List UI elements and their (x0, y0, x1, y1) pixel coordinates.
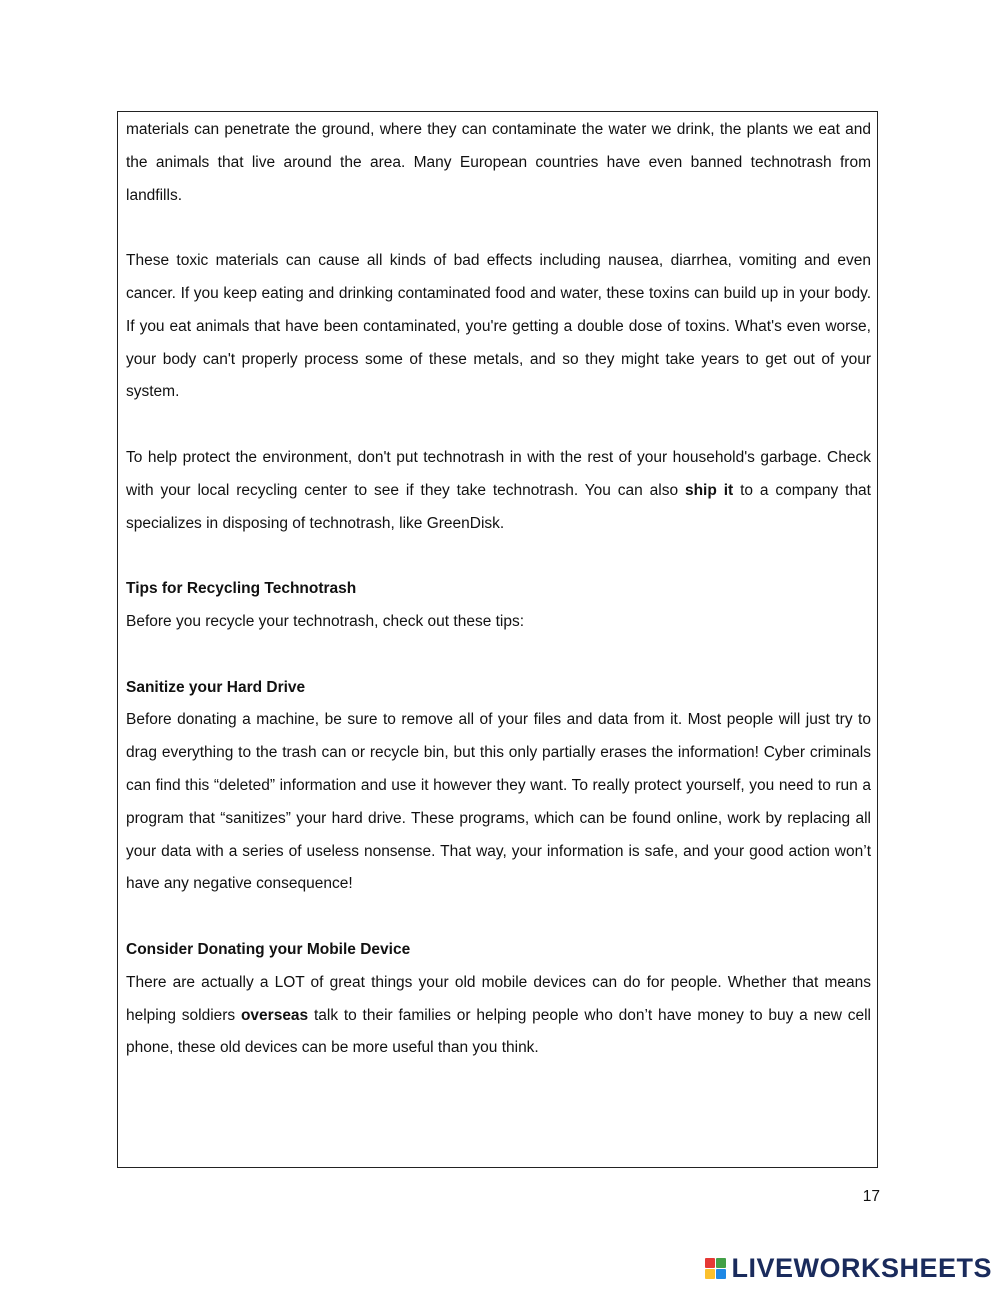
paragraph-protect-text-b: to a company that specializes in disposing of technotrash, like GreenDisk. (126, 481, 871, 532)
paragraph-toxins: These toxic materials can cause all kinds of bad effects including nausea, diarrhea, vomiting and even cancer. If you keep eating and drinking contaminated food and water, these toxins can build up in your body. If you eat animals that have been contaminated, you're getting a double dose of toxins. What's even worse, your body can't properly process some of these metals, and so they might take years to get out of your system. (126, 252, 871, 401)
logo-square-yellow (705, 1269, 715, 1279)
tips-heading: Tips for Recycling Technotrash (126, 580, 357, 598)
sanitize-body: Before donating a machine, be sure to remove all of your files and data from it. Most people will just try to drag everything to the trash can or recycle bin, but this only partially erases the information! Cyber criminals can find this “deleted” information and use it however they want. To really protect yourself, you need to run a program that “sanitizes” your hard drive. These programs, which can be found online, work by replacing all your data with a series of useless nonsense. That way, your information is safe, and your good action won’t have any negative consequence! (126, 711, 871, 893)
paragraph-protect (126, 442, 871, 540)
logo-square-blue (716, 1269, 726, 1279)
page-number: 17 (862, 1188, 880, 1205)
sanitize-heading: Sanitize your Hard Drive (126, 678, 306, 696)
liveworksheets-logo[interactable] (705, 1253, 992, 1284)
logo-square-red (705, 1258, 715, 1268)
paragraph-landfills: materials can penetrate the ground, where they can contaminate the water we drink, the plants we eat and the animals that live around the area. Many European countries have even banned technotrash from landfills. (126, 121, 871, 204)
donate-heading: Consider Donating your Mobile Device (126, 940, 411, 958)
overseas-bold: overseas (240, 1006, 309, 1024)
paragraph-protect-text-a: To help protect the environment, don't put technotrash in with the rest of your household's garbage. Check with your local recycling center to see if they take technotrash. You can also (126, 448, 871, 499)
donate-body-text-b: talk to their families or helping people who don’t have money to buy a new cell phone, these old devices can be more useful than you think. (126, 1006, 871, 1057)
ship-it-bold: ship it (684, 481, 734, 499)
donate-body (126, 967, 871, 1065)
donate-body-text-a: There are actually a LOT of great things your old mobile devices can do for people. Whether that means helping soldiers (126, 973, 871, 1024)
logo-square-green (716, 1258, 726, 1268)
document-body (126, 114, 871, 1065)
tips-intro: Before you recycle your technotrash, check out these tips: (126, 612, 525, 630)
brand-name: LIVEWORKSHEETS (731, 1253, 992, 1283)
logo-squares-icon (705, 1258, 726, 1279)
